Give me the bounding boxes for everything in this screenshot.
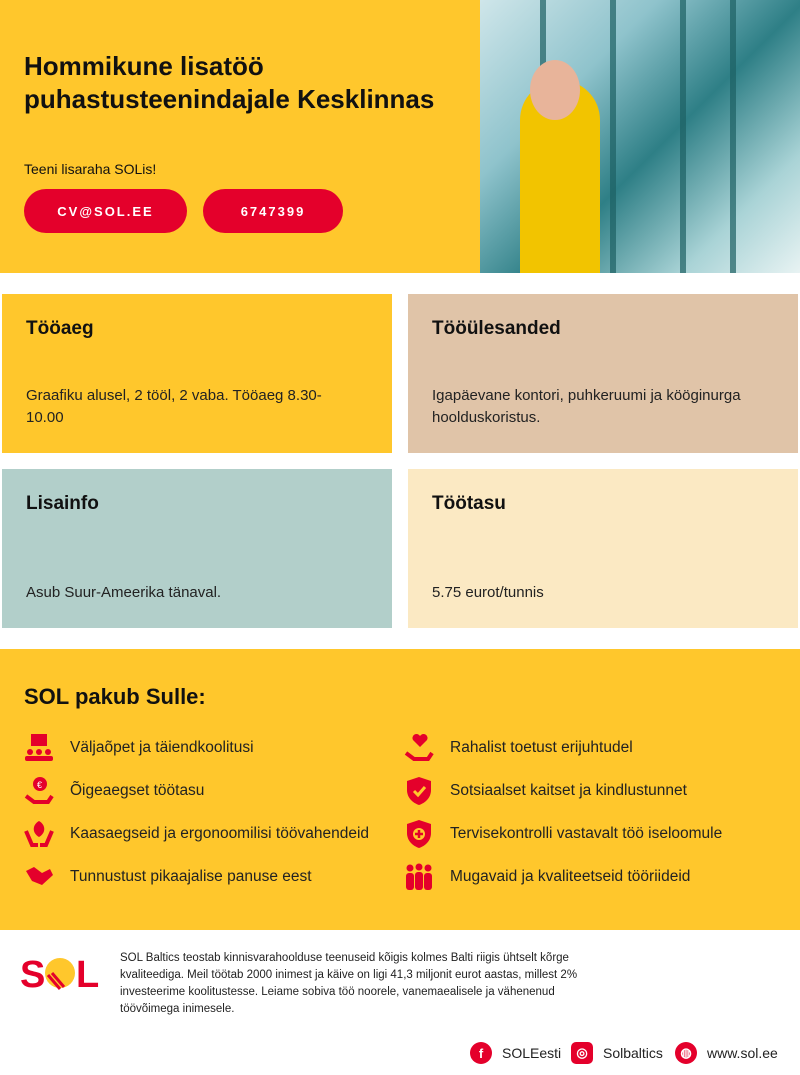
hero-banner (0, 0, 800, 273)
euro-hand-icon (24, 776, 54, 806)
benefits-section (0, 649, 800, 930)
training-icon (24, 733, 54, 763)
svg-text:L: L (76, 954, 100, 993)
instagram-icon: ◎ (571, 1042, 593, 1064)
shield-check-icon (404, 776, 434, 806)
subtitle: Teeni lisaraha SOLis! (24, 161, 157, 177)
benefit-item: Kaasaegseid ja ergonoomilisi töövahendeid (24, 819, 369, 849)
card-text: Igapäevane kontori, puhkeruumi ja kööginurga hoolduskoristus. (432, 387, 741, 426)
card-title: Lisainfo (26, 493, 99, 514)
cleaner-photo (480, 0, 800, 273)
email-button[interactable]: CV@SOL.EE (24, 189, 187, 233)
benefit-item: Väljaõpet ja täiendkoolitusi (24, 733, 254, 763)
benefit-item: Sotsiaalset kaitset ja kindlustunnet (404, 776, 687, 806)
card-text: Graafiku alusel, 2 tööl, 2 vaba. Tööaeg 8.30-10.00 (26, 387, 322, 426)
phone-button[interactable]: 6747399 (203, 189, 343, 233)
card-text: Asub Suur-Ameerika tänaval. (26, 584, 222, 601)
sol-logo (20, 953, 102, 993)
svg-text:S: S (20, 954, 46, 993)
card-title: Tööaeg (26, 318, 94, 339)
globe-icon: ◍ (675, 1042, 697, 1064)
card-title: Töötasu (432, 493, 506, 514)
facebook-icon: f (470, 1042, 492, 1064)
benefits-title: SOL pakub Sulle: (24, 684, 206, 709)
heart-hand-icon (404, 733, 434, 763)
people-icon (404, 862, 434, 892)
card-title: Tööülesanded (432, 318, 561, 339)
handshake-icon (24, 862, 54, 892)
benefit-item: Rahalist toetust erijuhtudel (404, 733, 633, 763)
website-link[interactable]: ◍ www.sol.ee (675, 1042, 778, 1064)
plant-hands-icon (24, 819, 54, 849)
company-description: SOL Baltics teostab kinnisvarahoolduse teenuseid kõigis kolmes Balti riigis ühtselt kõrge kvaliteediga. Meil töötab 2000 inimest ja käive on ligi 41,3 miljonit eurot aastas, millest 2% investeerime koolitustesse. Leiame sobiva töö noorele, vanemaealisele ja vähenenud töövõimega inimesele. (120, 952, 578, 1015)
benefit-item: Tunnustust pikaajalise panuse eest (24, 862, 312, 892)
card-salary (408, 469, 798, 628)
svg-text:€: € (37, 780, 43, 790)
page-title: Hommikune lisatöö puhastusteenindajale Kesklinnas (24, 51, 435, 114)
benefit-item: Tervisekontrolli vastavalt töö iseloomule (404, 819, 722, 849)
card-extra-info (2, 469, 392, 628)
card-duties (408, 294, 798, 453)
instagram-link[interactable]: ◎ Solbaltics (571, 1042, 663, 1064)
facebook-link[interactable]: f SOLEesti (470, 1042, 561, 1064)
benefit-item: Mugavaid ja kvaliteetseid tööriideid (404, 862, 690, 892)
card-text: 5.75 eurot/tunnis (432, 584, 544, 601)
shield-plus-icon (404, 819, 434, 849)
benefit-item: € Õigeaegset töötasu (24, 776, 204, 806)
card-work-time (2, 294, 392, 453)
